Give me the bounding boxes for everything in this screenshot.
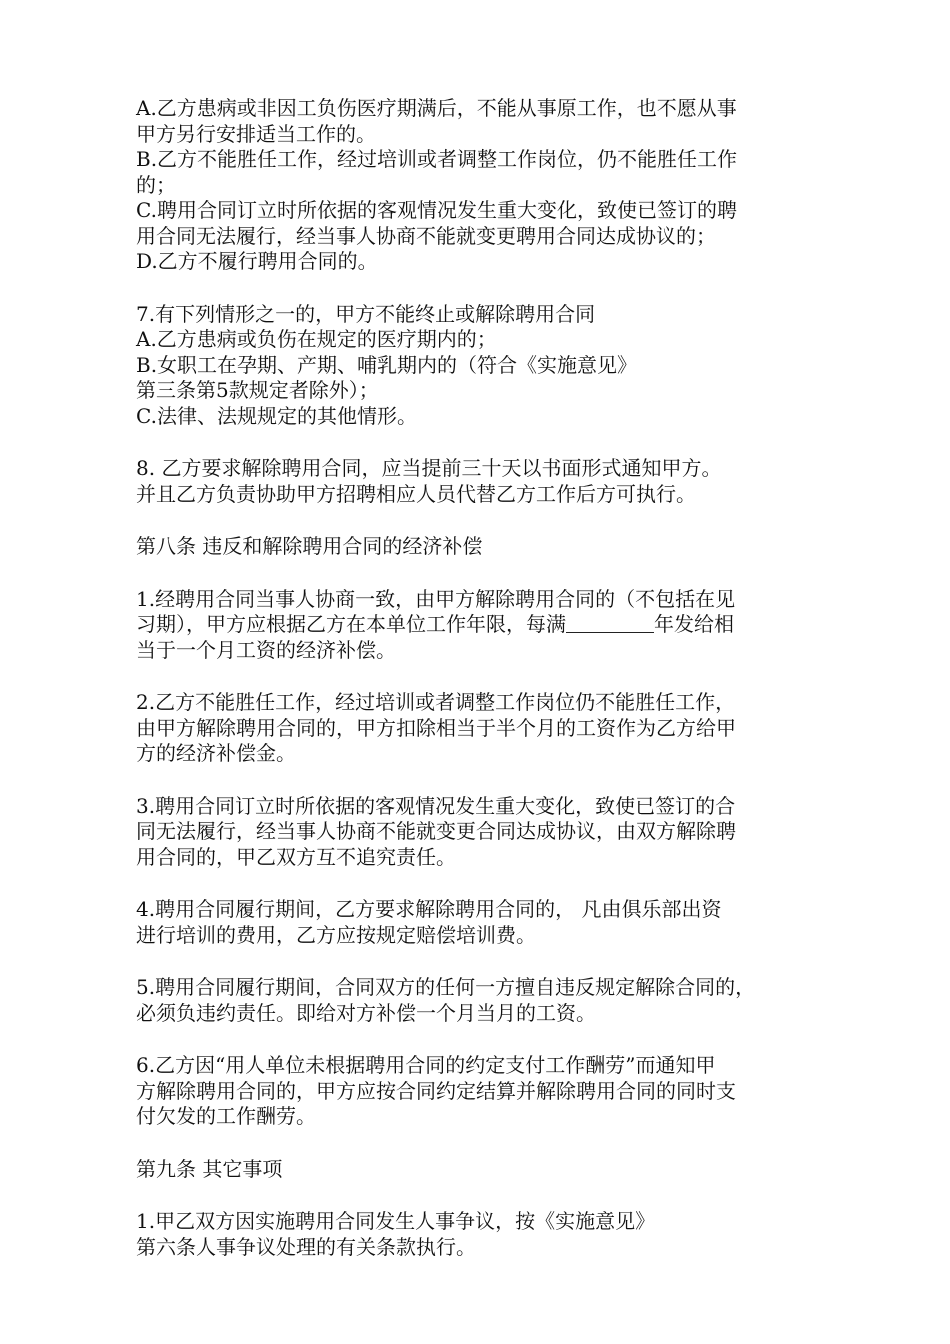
clause-a-line-2: 甲方另行安排适当工作的。 bbox=[136, 121, 376, 146]
line-2-suffix: 年发给相 bbox=[654, 612, 734, 636]
article-8-item-3-line-1: 3.聘用合同订立时所依据的客观情况发生重大变化，致使已签订的合 bbox=[136, 793, 736, 818]
item-8-line-1: 8. 乙方要求解除聘用合同，应当提前三十天以书面形式通知甲方。 bbox=[136, 456, 722, 480]
termination-conditions-list bbox=[136, 96, 836, 275]
article-8-item-6-line-2: 方解除聘用合同的，甲方应按合同约定结算并解除聘用合同的同时支 bbox=[136, 1078, 736, 1103]
article-9-item-1-line-2: 第六条人事争议处理的有关条款执行。 bbox=[136, 1234, 476, 1259]
article-9-title: 第九条 其它事项 bbox=[136, 1156, 283, 1181]
article-8-item-3-line-3: 用合同的，甲乙双方互不追究责任。 bbox=[136, 844, 456, 869]
article-8-item-2 bbox=[136, 690, 836, 767]
article-8-item-4 bbox=[136, 897, 836, 948]
article-8-item-5-line-2: 必须负违约责任。即给对方补偿一个月当月的工资。 bbox=[136, 1000, 596, 1025]
document-page bbox=[136, 96, 836, 1287]
clause-a-line-1: A.乙方患病或非因工负伤医疗期满后，不能从事原工作，也不愿从事 bbox=[136, 96, 737, 120]
item-7-clause-b-line-1: B.女职工在孕期、产期、哺乳期内的（符合《实施意见》 bbox=[136, 352, 638, 377]
line-2-prefix: 习期），甲方应根据乙方在本单位工作年限，每满 bbox=[136, 612, 566, 636]
article-8-item-1 bbox=[136, 587, 836, 664]
article-8-heading bbox=[136, 534, 836, 560]
article-8-item-1-line-2 bbox=[136, 612, 836, 638]
article-8-item-4-line-1: 4.聘用合同履行期间，乙方要求解除聘用合同的， 凡由俱乐部出资 bbox=[136, 897, 722, 921]
article-8-item-6-line-3: 付欠发的工作酬劳。 bbox=[136, 1104, 316, 1128]
item-7-clause-c: C.法律、法规规定的其他情形。 bbox=[136, 403, 417, 428]
article-8-item-6 bbox=[136, 1053, 836, 1130]
years-blank-field[interactable] bbox=[566, 614, 654, 633]
article-8-item-5 bbox=[136, 975, 836, 1026]
article-8-title: 第八条 违反和解除聘用合同的经济补偿 bbox=[136, 534, 483, 558]
article-9-item-1-line-1: 1.甲乙双方因实施聘用合同发生人事争议，按《实施意见》 bbox=[136, 1209, 656, 1233]
clause-d-line-1: D.乙方不履行聘用合同的。 bbox=[136, 249, 378, 273]
article-9-heading bbox=[136, 1157, 836, 1183]
item-8-line-2: 并且乙方负责协助甲方招聘相应人员代替乙方工作后方可执行。 bbox=[136, 481, 696, 506]
article-8-item-2-line-2: 由甲方解除聘用合同的，甲方扣除相当于半个月的工资作为乙方给甲 bbox=[136, 715, 736, 740]
article-8-item-6-line-1: 6.乙方因“用人单位未根据聘用合同的约定支付工作酬劳”而通知甲 bbox=[136, 1053, 716, 1077]
article-8-item-3 bbox=[136, 794, 836, 871]
article-8-item-5-line-1: 5.聘用合同履行期间，合同双方的任何一方擅自违反规定解除合同的， bbox=[136, 975, 756, 999]
article-8-item-4-line-2: 进行培训的费用，乙方应按规定赔偿培训费。 bbox=[136, 922, 536, 947]
clause-b-line-2: 的； bbox=[136, 172, 176, 197]
clause-b-line-1: B.乙方不能胜任工作，经过培训或者调整工作岗位，仍不能胜任工作 bbox=[136, 147, 738, 171]
item-7-clause-b-line-2: 第三条第5款规定者除外）； bbox=[136, 378, 379, 402]
article-8-item-3-line-2: 同无法履行，经当事人协商不能就变更合同达成协议，由双方解除聘 bbox=[136, 819, 736, 843]
article-8-item-1-line-3: 当于一个月工资的经济补偿。 bbox=[136, 637, 396, 662]
clause-c-line-2: 用合同无法履行，经当事人协商不能就变更聘用合同达成协议的； bbox=[136, 223, 716, 248]
item-8-paragraph bbox=[136, 456, 836, 507]
clause-c-line-1: C.聘用合同订立时所依据的客观情况发生重大变化，致使已签订的聘 bbox=[136, 198, 737, 222]
article-9-item-1 bbox=[136, 1209, 836, 1260]
article-8-item-1-line-1: 1.经聘用合同当事人协商一致，由甲方解除聘用合同的（不包括在见 bbox=[136, 586, 736, 611]
item-7-paragraph bbox=[136, 302, 836, 430]
article-8-item-2-line-3: 方的经济补偿金。 bbox=[136, 741, 296, 765]
article-8-item-2-line-1: 2.乙方不能胜任工作，经过培训或者调整工作岗位仍不能胜任工作， bbox=[136, 690, 736, 714]
item-7-heading: 7.有下列情形之一的，甲方不能终止或解除聘用合同 bbox=[136, 301, 596, 326]
item-7-clause-a: A.乙方患病或负伤在规定的医疗期内的； bbox=[136, 327, 497, 351]
